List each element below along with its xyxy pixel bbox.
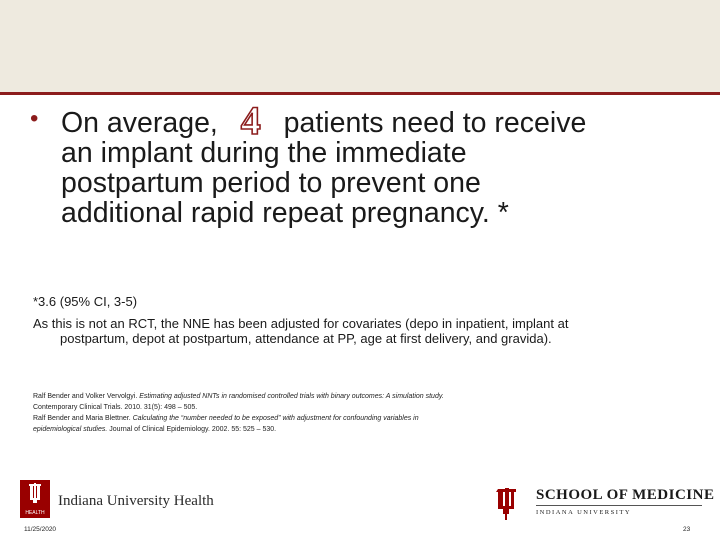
adjustment-note — [33, 316, 673, 346]
iu-health-logo — [20, 480, 50, 518]
school-name: SCHOOL OF MEDICINE — [536, 487, 715, 503]
reference-line — [33, 413, 693, 424]
highlight-number: 4 — [240, 98, 261, 143]
school-divider — [536, 505, 702, 506]
iu-trident-icon — [492, 485, 522, 521]
bullet-text — [61, 98, 681, 229]
reference-authors: Ralf Bender and Maria Blettner. — [33, 415, 131, 422]
title-rule — [0, 92, 720, 95]
footnote: *3.6 (95% CI, 3-5) — [33, 294, 138, 309]
school-subtitle: INDIANA UNIVERSITY — [536, 509, 632, 516]
page-number: 23 — [683, 526, 691, 533]
adjustment-note-line-2: postpartum, depot at postpartum, attendance at PP, age at first delivery, and gravida). — [60, 331, 552, 346]
iu-health-name: Indiana University Health — [58, 493, 214, 509]
reference-title: epidemiological studies. — [33, 426, 108, 433]
bullet-line-3: postpartum period to prevent one — [61, 167, 481, 199]
references — [33, 391, 693, 435]
reference-source: Journal of Clinical Epidemiology. 2002. 55: 525 – 530. — [107, 426, 277, 433]
reference-line — [33, 402, 693, 413]
reference-authors: Ralf Bender and Volker Vervolgyi. — [33, 393, 138, 400]
title-band — [0, 0, 720, 92]
bullet-line-2: an implant during the immediate — [61, 137, 467, 169]
iu-trident-icon — [20, 480, 50, 518]
slide-date: 11/25/2020 — [24, 526, 57, 533]
reference-line — [33, 391, 693, 402]
bullet-dot-icon: • — [30, 105, 39, 132]
bullet-line-4: additional rapid repeat pregnancy. * — [61, 197, 509, 229]
reference-line — [33, 424, 693, 435]
iu-health-logo-text: HEALTH — [25, 510, 45, 516]
reference-title: Estimating adjusted NNTs in randomised controlled trials with binary outcomes: A simulation study. — [139, 393, 444, 400]
bullet-text-before: On average, — [61, 107, 226, 139]
reference-source: Contemporary Clinical Trials. 2010. 31(5): 498 – 505. — [33, 404, 198, 411]
reference-title: Calculating the “number needed to be exposed” with adjustment for confounding variables in — [132, 415, 419, 422]
adjustment-note-line-1: As this is not an RCT, the NNE has been adjusted for covariates (depo in inpatient, implant at — [33, 316, 569, 331]
bullet-text-after: patients need to receive — [275, 107, 587, 139]
